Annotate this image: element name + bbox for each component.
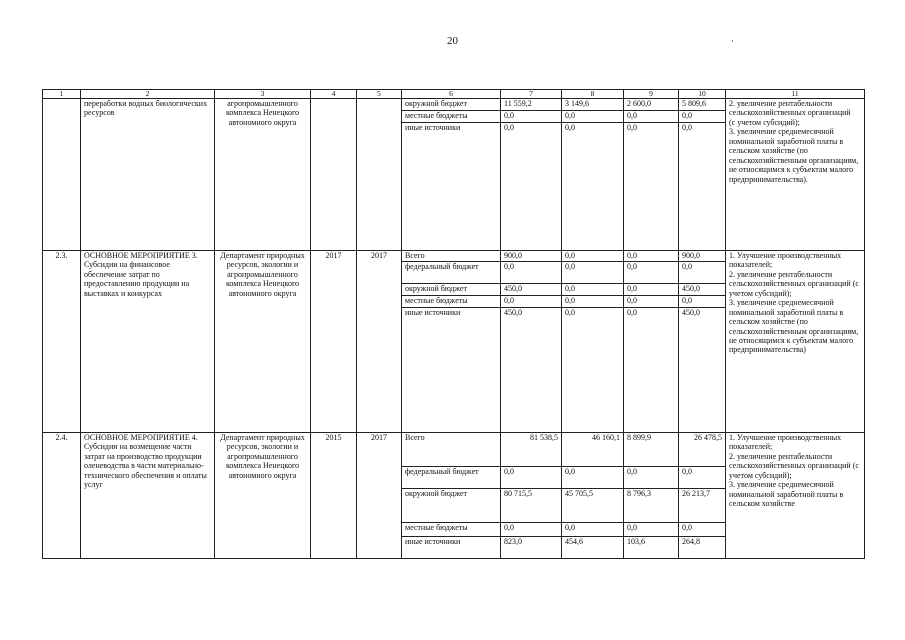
- value-cell: 0,0: [624, 467, 679, 489]
- value-cell: 0,0: [501, 123, 562, 251]
- value-cell: 0,0: [501, 467, 562, 489]
- funding-source: иные источники: [402, 308, 501, 433]
- value-cell: 46 160,1: [562, 433, 624, 467]
- value-cell: 0,0: [624, 308, 679, 433]
- value-cell: 0,0: [679, 296, 726, 308]
- value-cell: 26 213,7: [679, 489, 726, 523]
- table-row: [43, 99, 865, 111]
- funding-source: местные бюджеты: [402, 296, 501, 308]
- header-cell: 6: [402, 90, 501, 99]
- header-cell: 4: [311, 90, 357, 99]
- header-cell: 1: [43, 90, 81, 99]
- measure-name: ОСНОВНОЕ МЕРОПРИЯТИЕ 4. Субсидии на возмещение части затрат на производство продукции оленеводства в части материально-технического обеспечения и оплаты услуг: [81, 433, 215, 559]
- value-cell: 8 899,9: [624, 433, 679, 467]
- expected-results: [726, 251, 865, 433]
- header-cell: 5: [357, 90, 402, 99]
- value-cell: 823,0: [501, 537, 562, 559]
- result-item: 2. увеличение рентабельности сельскохозяйственных организаций (с учетом субсидий);: [729, 451, 859, 480]
- value-cell: 0,0: [501, 296, 562, 308]
- value-cell: 0,0: [679, 111, 726, 123]
- measure-name: переработки водных биологических ресурсов: [81, 99, 215, 251]
- value-cell: 0,0: [679, 262, 726, 284]
- value-cell: 450,0: [501, 284, 562, 296]
- program-table: [42, 89, 865, 559]
- page-number: 20: [447, 35, 458, 47]
- value-cell: 0,0: [624, 111, 679, 123]
- value-cell: 0,0: [562, 284, 624, 296]
- value-cell: 3 149,6: [562, 99, 624, 111]
- funding-source: местные бюджеты: [402, 523, 501, 537]
- funding-source: окружной бюджет: [402, 99, 501, 111]
- funding-source: иные источники: [402, 537, 501, 559]
- measure-name: ОСНОВНОЕ МЕРОПРИЯТИЕ 3. Субсидии на финансовое обеспечение затрат по предоставлению продукции на выставках и конкурсах: [81, 251, 215, 433]
- value-cell: 0,0: [501, 523, 562, 537]
- year-start: [311, 99, 357, 251]
- value-cell: 81 538,5: [501, 433, 562, 467]
- executor: агропромышленного комплекса Ненецкого автономного округа: [215, 99, 311, 251]
- result-item: 3. увеличение среднемесячной номинальной заработной платы в сельском хозяйстве: [729, 480, 844, 509]
- value-cell: 0,0: [562, 523, 624, 537]
- value-cell: 0,0: [624, 284, 679, 296]
- funding-source: федеральный бюджет: [402, 262, 501, 284]
- funding-source: федеральный бюджет: [402, 467, 501, 489]
- value-cell: 5 809,6: [679, 99, 726, 111]
- value-cell: 0,0: [562, 296, 624, 308]
- value-cell: 264,8: [679, 537, 726, 559]
- year-end: 2017: [357, 251, 402, 433]
- funding-source: иные источники: [402, 123, 501, 251]
- value-cell: 0,0: [562, 111, 624, 123]
- year-end: 2017: [357, 433, 402, 559]
- value-cell: 0,0: [624, 523, 679, 537]
- row-num-cell: 2.3.: [43, 251, 81, 433]
- expected-results: [726, 99, 865, 251]
- result-item: 3. увеличение среднемесячной номинальной заработной платы в сельском хозяйстве (по сельскохозяйственным организациям, не относящимся к субъектам малого предпринимательства).: [729, 127, 859, 184]
- result-item: 3. увеличение среднемесячной номинальной заработной платы в сельском хозяйстве (по сельскохозяйственным организациям, не относящимся к субъектам малого предпринимательства): [729, 298, 859, 355]
- value-cell: 0,0: [679, 523, 726, 537]
- value-cell: 103,6: [624, 537, 679, 559]
- funding-source: местные бюджеты: [402, 111, 501, 123]
- funding-source: Всего: [402, 251, 501, 262]
- funding-source: окружной бюджет: [402, 284, 501, 296]
- header-cell: 11: [726, 90, 865, 99]
- value-cell: 11 559,2: [501, 99, 562, 111]
- value-cell: 80 715,5: [501, 489, 562, 523]
- value-cell: 0,0: [624, 123, 679, 251]
- value-cell: 2 600,0: [624, 99, 679, 111]
- header-cell: 9: [624, 90, 679, 99]
- value-cell: 8 796,3: [624, 489, 679, 523]
- value-cell: 0,0: [562, 467, 624, 489]
- header-cell: 3: [215, 90, 311, 99]
- value-cell: 0,0: [624, 262, 679, 284]
- result-item: 1. Улучшение производственных показателей;: [729, 433, 842, 452]
- table-row: [43, 251, 865, 262]
- value-cell: 450,0: [679, 308, 726, 433]
- value-cell: 0,0: [562, 262, 624, 284]
- row-num-cell: 2.4.: [43, 433, 81, 559]
- executor: Департамент природных ресурсов, экологии и агропромышленного комплекса Ненецкого автономного округа: [215, 433, 311, 559]
- result-item: 2. увеличение рентабельности сельскохозяйственных организаций (с учетом субсидий);: [729, 269, 859, 298]
- header-cell: 7: [501, 90, 562, 99]
- funding-source: Всего: [402, 433, 501, 467]
- year-end: [357, 99, 402, 251]
- header-cell: 8: [562, 90, 624, 99]
- value-cell: 0,0: [562, 308, 624, 433]
- result-item: 2. увеличение рентабельности сельскохозяйственных организаций: [729, 99, 851, 118]
- year-start: 2017: [311, 251, 357, 433]
- value-cell: 0,0: [679, 467, 726, 489]
- value-cell: 450,0: [679, 284, 726, 296]
- header-cell: 2: [81, 90, 215, 99]
- value-cell: 26 478,5: [679, 433, 726, 467]
- expected-results: [726, 433, 865, 559]
- table-row: [43, 433, 865, 467]
- header-row: [43, 90, 865, 99]
- value-cell: 900,0: [679, 251, 726, 262]
- result-item: 1. Улучшение производственных показателей;: [729, 251, 842, 270]
- value-cell: 0,0: [624, 296, 679, 308]
- year-start: 2015: [311, 433, 357, 559]
- value-cell: 0,0: [501, 262, 562, 284]
- value-cell: 0,0: [562, 123, 624, 251]
- value-cell: 45 705,5: [562, 489, 624, 523]
- value-cell: 0,0: [679, 123, 726, 251]
- value-cell: 454,6: [562, 537, 624, 559]
- result-item: (с учетом субсидий);: [729, 117, 800, 127]
- value-cell: 0,0: [562, 251, 624, 262]
- corner-mark: ·: [731, 36, 734, 46]
- executor: Департамент природных ресурсов, экологии и агропромышленного комплекса Ненецкого автономного округа: [215, 251, 311, 433]
- value-cell: 0,0: [624, 251, 679, 262]
- funding-source: окружной бюджет: [402, 489, 501, 523]
- value-cell: 900,0: [501, 251, 562, 262]
- value-cell: 0,0: [501, 111, 562, 123]
- row-num-cell: [43, 99, 81, 251]
- header-cell: 10: [679, 90, 726, 99]
- value-cell: 450,0: [501, 308, 562, 433]
